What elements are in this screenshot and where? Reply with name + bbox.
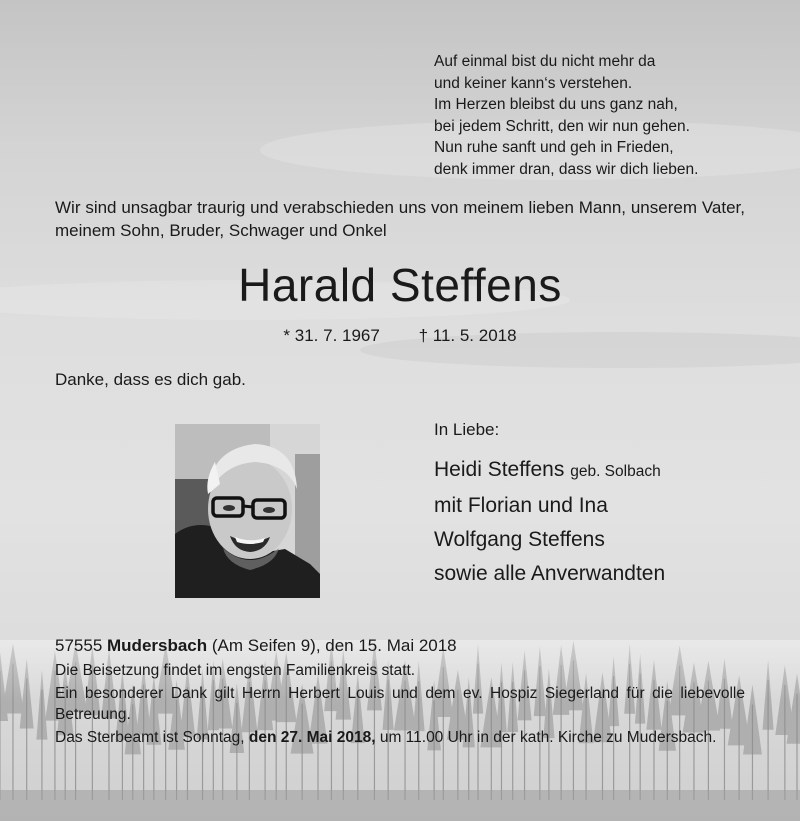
portrait-photo (175, 424, 320, 598)
thanks-line: Danke, dass es dich gab. (55, 370, 246, 389)
mourner-line: Wolfgang Steffens (434, 528, 605, 551)
mourner-line: mit Florian und Ina (434, 494, 608, 517)
gratitude-note: Ein besonderer Dank gilt Herrn Herbert Louis und dem ev. Hospiz Siegerland für die liebevolle Betreuung. (55, 685, 745, 723)
poem-line: bei jedem Schritt, den wir nun gehen. (434, 117, 690, 135)
mourners-heading: In Liebe: (434, 420, 500, 439)
mourner-name: Heidi Steffens (434, 458, 565, 481)
burial-note: Die Beisetzung findet im engsten Familienkreis statt. (55, 662, 416, 679)
poem-line: Nun ruhe sanft und geh in Frieden, (434, 139, 674, 156)
poem-line: Auf einmal bist du nicht mehr da (434, 53, 656, 70)
notice-details (55, 634, 745, 750)
town: Mudersbach (107, 636, 208, 655)
mass-prefix: Das Sterbeamt ist Sonntag, (55, 729, 245, 746)
death-date: † 11. 5. 2018 (418, 326, 517, 345)
postcode: 57555 (55, 636, 103, 655)
mourner-line: sowie alle Anverwandten (434, 562, 666, 585)
poem-line: Im Herzen bleibst du uns ganz nah, (434, 96, 678, 113)
address-rest: (Am Seifen 9), den 15. Mai 2018 (211, 636, 457, 655)
mass-date: den 27. Mai 2018, (248, 729, 376, 746)
deceased-name: Harald Steffens (238, 259, 562, 311)
mass-suffix: um 11.00 Uhr in der kath. Kirche zu Mudersbach. (379, 729, 717, 746)
maiden-name-note: geb. Solbach (570, 463, 661, 480)
mass-note (55, 727, 745, 748)
memorial-poem (434, 51, 698, 180)
life-dates (0, 326, 800, 346)
intro-text: Wir sind unsagbar traurig und verabschieden uns von meinem lieben Mann, unserem Vater, meinem Sohn, Bruder, Schwager und Onkel (55, 198, 745, 240)
birth-date: * 31. 7. 1967 (283, 326, 380, 345)
mourners-list (434, 453, 665, 591)
place-and-date (55, 634, 745, 658)
mourner-line (434, 453, 665, 489)
poem-line: denk immer dran, dass wir dich lieben. (434, 160, 699, 178)
poem-line: und keiner kann‘s verstehen. (434, 74, 633, 92)
